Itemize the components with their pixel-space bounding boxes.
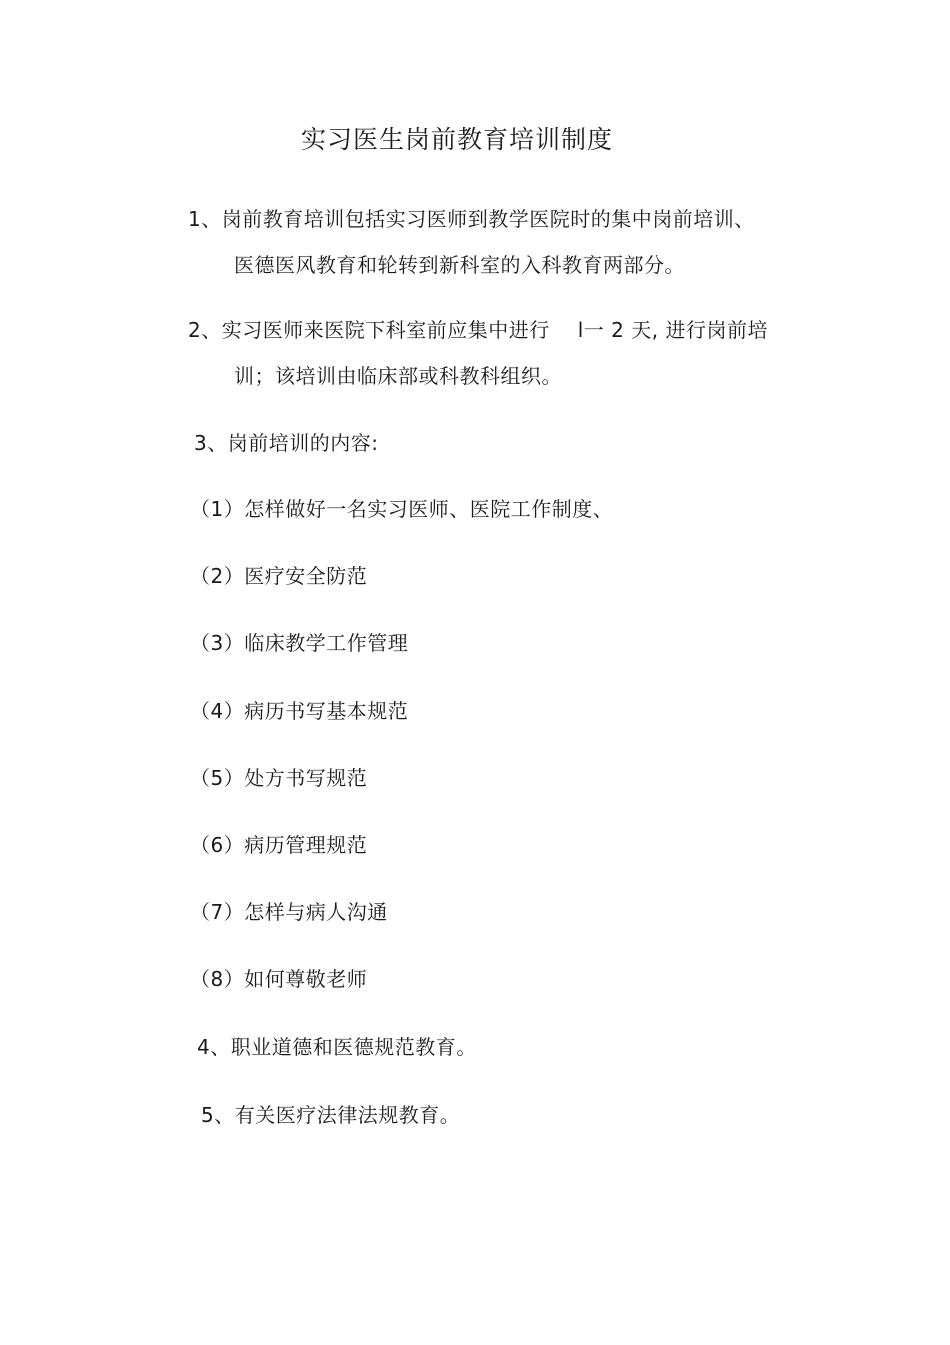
paragraph-2-line-1 [188, 318, 768, 342]
list-item: （2）医疗安全防范 [190, 564, 368, 588]
paragraph-1-line-2: 医德医风教育和轮转到新科室的入科教育两部分。 [234, 253, 685, 277]
list-item: （3）临床教学工作管理 [190, 631, 409, 655]
paragraph-3-line-1: 3、岗前培训的内容: [194, 431, 379, 455]
list-item: （1）怎样做好一名实习医师、医院工作制度、 [190, 497, 614, 521]
list-item: （6）病历管理规范 [190, 833, 368, 857]
paragraph-2-line-1-text-b: l一 2 天, 进行岗前培 [577, 318, 768, 342]
paragraph-1-line-1: 1、岗前教育培训包括实习医师到教学医院时的集中岗前培训、 [188, 207, 755, 231]
list-item: （5）处方书写规范 [190, 766, 368, 790]
list-item: （4）病历书写基本规范 [190, 699, 409, 723]
paragraph-2-line-1-text-a: 2、实习医师来医院下科室前应集中进行 [188, 318, 550, 342]
paragraph-2-line-2: 训；该培训由临床部或科教科组织。 [234, 364, 562, 388]
list-item: （8）如何尊敬老师 [190, 967, 368, 991]
closing-item-5: 5、有关医疗法律法规教育。 [201, 1103, 461, 1127]
closing-item-4: 4、职业道德和医德规范教育。 [197, 1035, 477, 1059]
document-title: 实习医生岗前教育培训制度 [301, 125, 614, 154]
list-item: （7）怎样与病人沟通 [190, 900, 388, 924]
